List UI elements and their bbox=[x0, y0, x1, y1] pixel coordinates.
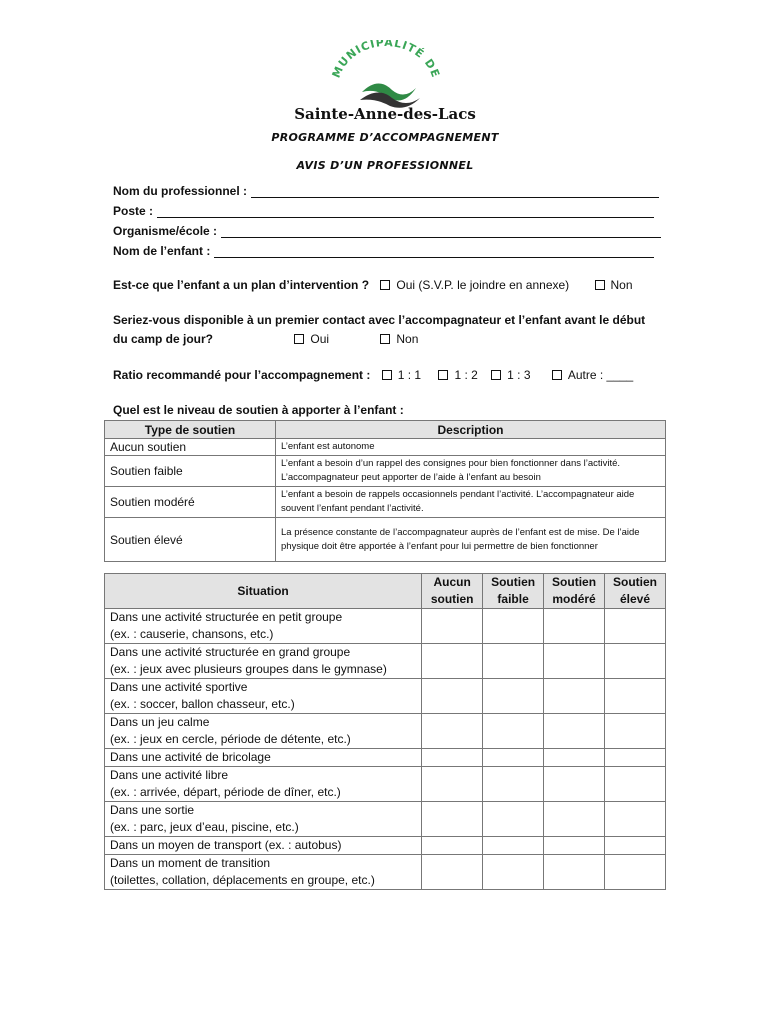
situation-cell: Dans une activité sportive (ex. : soccer, ballon chasseur, etc.) bbox=[105, 679, 422, 714]
table-row bbox=[105, 855, 666, 890]
support-choice-cell[interactable] bbox=[422, 714, 483, 749]
support-choice-cell[interactable] bbox=[422, 644, 483, 679]
table-header: Description bbox=[276, 421, 666, 439]
support-choice-cell[interactable] bbox=[605, 749, 666, 767]
situation-table bbox=[104, 573, 666, 890]
table-row bbox=[105, 679, 666, 714]
situation-cell: Dans une activité structurée en grand groupe (ex. : jeux avec plusieurs groupes dans le gymnase) bbox=[105, 644, 422, 679]
page-title: Sainte-Anne-des-Lacs bbox=[294, 105, 476, 123]
support-choice-cell[interactable] bbox=[422, 802, 483, 837]
ratio-1-3-checkbox[interactable] bbox=[491, 370, 501, 380]
table-row: Soutien faible L’enfant a besoin d’un rappel des consignes pour bien fonctionner dans l’activité. L’accompagnateur peut apporter de l’aide à l’enfant au besoin bbox=[105, 456, 666, 487]
support-level-question: Quel est le niveau de soutien à apporter à l’enfant : bbox=[113, 403, 404, 417]
support-choice-cell[interactable] bbox=[544, 644, 605, 679]
support-choice-cell[interactable] bbox=[483, 767, 544, 802]
table-row: Soutien élevé La présence constante de l’accompagnateur auprès de l’enfant est de mise. De l’aide physique doit être apportée à l’enfant pour lui permettre de bien fonctionner bbox=[105, 518, 666, 562]
table-header: Aucun soutien bbox=[422, 574, 483, 609]
support-choice-cell[interactable] bbox=[483, 749, 544, 767]
position-field[interactable]: Poste : bbox=[113, 200, 654, 218]
ratio-other-checkbox[interactable] bbox=[552, 370, 562, 380]
contact-no-checkbox[interactable] bbox=[380, 334, 390, 344]
table-row: Aucun soutien L’enfant est autonome bbox=[105, 439, 666, 456]
support-choice-cell[interactable] bbox=[483, 837, 544, 855]
situation-cell: Dans une activité libre (ex. : arrivée, départ, période de dîner, etc.) bbox=[105, 767, 422, 802]
situation-cell: Dans une sortie (ex. : parc, jeux d’eau, piscine, etc.) bbox=[105, 802, 422, 837]
support-choice-cell[interactable] bbox=[605, 644, 666, 679]
intervention-no-checkbox[interactable] bbox=[595, 280, 605, 290]
intervention-yes-checkbox[interactable] bbox=[380, 280, 390, 290]
support-choice-cell[interactable] bbox=[422, 837, 483, 855]
table-header: Soutien élevé bbox=[605, 574, 666, 609]
support-choice-cell[interactable] bbox=[483, 644, 544, 679]
first-contact-question: Seriez-vous disponible à un premier contact avec l’accompagnateur et l’enfant avant le début bbox=[113, 313, 646, 327]
intervention-plan-question: Est-ce que l’enfant a un plan d’intervention ? Oui (S.V.P. le joindre en annexe) Non bbox=[113, 278, 633, 292]
support-choice-cell[interactable] bbox=[483, 609, 544, 644]
ratio-1-2-checkbox[interactable] bbox=[438, 370, 448, 380]
support-choice-cell[interactable] bbox=[483, 714, 544, 749]
table-row bbox=[105, 609, 666, 644]
table-row bbox=[105, 714, 666, 749]
support-choice-cell[interactable] bbox=[544, 802, 605, 837]
form-subtitle: AVIS D’UN PROFESSIONNEL bbox=[296, 159, 474, 172]
support-choice-cell[interactable] bbox=[544, 714, 605, 749]
table-row: Soutien modéré L’enfant a besoin de rappels occasionnels pendant l’activité. L’accompagnateur aide souvent l’enfant pendant l’activité. bbox=[105, 487, 666, 518]
support-choice-cell[interactable] bbox=[605, 802, 666, 837]
support-choice-cell[interactable] bbox=[544, 767, 605, 802]
professional-name-field[interactable]: Nom du professionnel : bbox=[113, 180, 659, 198]
situation-cell: Dans un jeu calme (ex. : jeux en cercle, période de détente, etc.) bbox=[105, 714, 422, 749]
support-choice-cell[interactable] bbox=[422, 855, 483, 890]
svg-text:MUNICIPALITÉ DE: MUNICIPALITÉ DE bbox=[329, 40, 443, 80]
support-choice-cell[interactable] bbox=[544, 837, 605, 855]
child-name-field[interactable]: Nom de l’enfant : bbox=[113, 240, 654, 258]
program-subtitle: PROGRAMME D’ACCOMPAGNEMENT bbox=[271, 131, 499, 144]
situation-cell: Dans une activité de bricolage bbox=[105, 749, 422, 767]
situation-cell: Dans un moment de transition (toilettes, collation, déplacements en groupe, etc.) bbox=[105, 855, 422, 890]
table-row bbox=[105, 837, 666, 855]
contact-yes-checkbox[interactable] bbox=[294, 334, 304, 344]
table-header: Soutien faible bbox=[483, 574, 544, 609]
ratio-1-1-checkbox[interactable] bbox=[382, 370, 392, 380]
table-row bbox=[105, 749, 666, 767]
table-row bbox=[105, 802, 666, 837]
first-contact-question-2: du camp de jour? Oui Non bbox=[113, 332, 419, 346]
support-choice-cell[interactable] bbox=[605, 855, 666, 890]
support-choice-cell[interactable] bbox=[422, 749, 483, 767]
table-header: Soutien modéré bbox=[544, 574, 605, 609]
support-choice-cell[interactable] bbox=[483, 855, 544, 890]
support-choice-cell[interactable] bbox=[605, 609, 666, 644]
support-choice-cell[interactable] bbox=[422, 609, 483, 644]
table-header: Type de soutien bbox=[105, 421, 276, 439]
support-choice-cell[interactable] bbox=[422, 679, 483, 714]
organization-field[interactable]: Organisme/école : bbox=[113, 220, 661, 238]
situation-cell: Dans un moyen de transport (ex. : autobus) bbox=[105, 837, 422, 855]
situation-cell: Dans une activité structurée en petit groupe (ex. : causerie, chansons, etc.) bbox=[105, 609, 422, 644]
ratio-question: Ratio recommandé pour l’accompagnement : 1 : 1 1 : 2 1 : 3 Autre : ____ bbox=[113, 368, 634, 382]
support-choice-cell[interactable] bbox=[544, 679, 605, 714]
support-choice-cell[interactable] bbox=[605, 767, 666, 802]
municipality-logo bbox=[320, 40, 450, 108]
support-choice-cell[interactable] bbox=[422, 767, 483, 802]
support-choice-cell[interactable] bbox=[544, 855, 605, 890]
support-choice-cell[interactable] bbox=[544, 749, 605, 767]
support-choice-cell[interactable] bbox=[483, 802, 544, 837]
support-choice-cell[interactable] bbox=[605, 679, 666, 714]
support-choice-cell[interactable] bbox=[483, 679, 544, 714]
table-header: Situation bbox=[105, 574, 422, 609]
support-choice-cell[interactable] bbox=[544, 609, 605, 644]
support-choice-cell[interactable] bbox=[605, 714, 666, 749]
table-row bbox=[105, 767, 666, 802]
table-row bbox=[105, 644, 666, 679]
support-choice-cell[interactable] bbox=[605, 837, 666, 855]
support-level-table bbox=[104, 420, 666, 562]
